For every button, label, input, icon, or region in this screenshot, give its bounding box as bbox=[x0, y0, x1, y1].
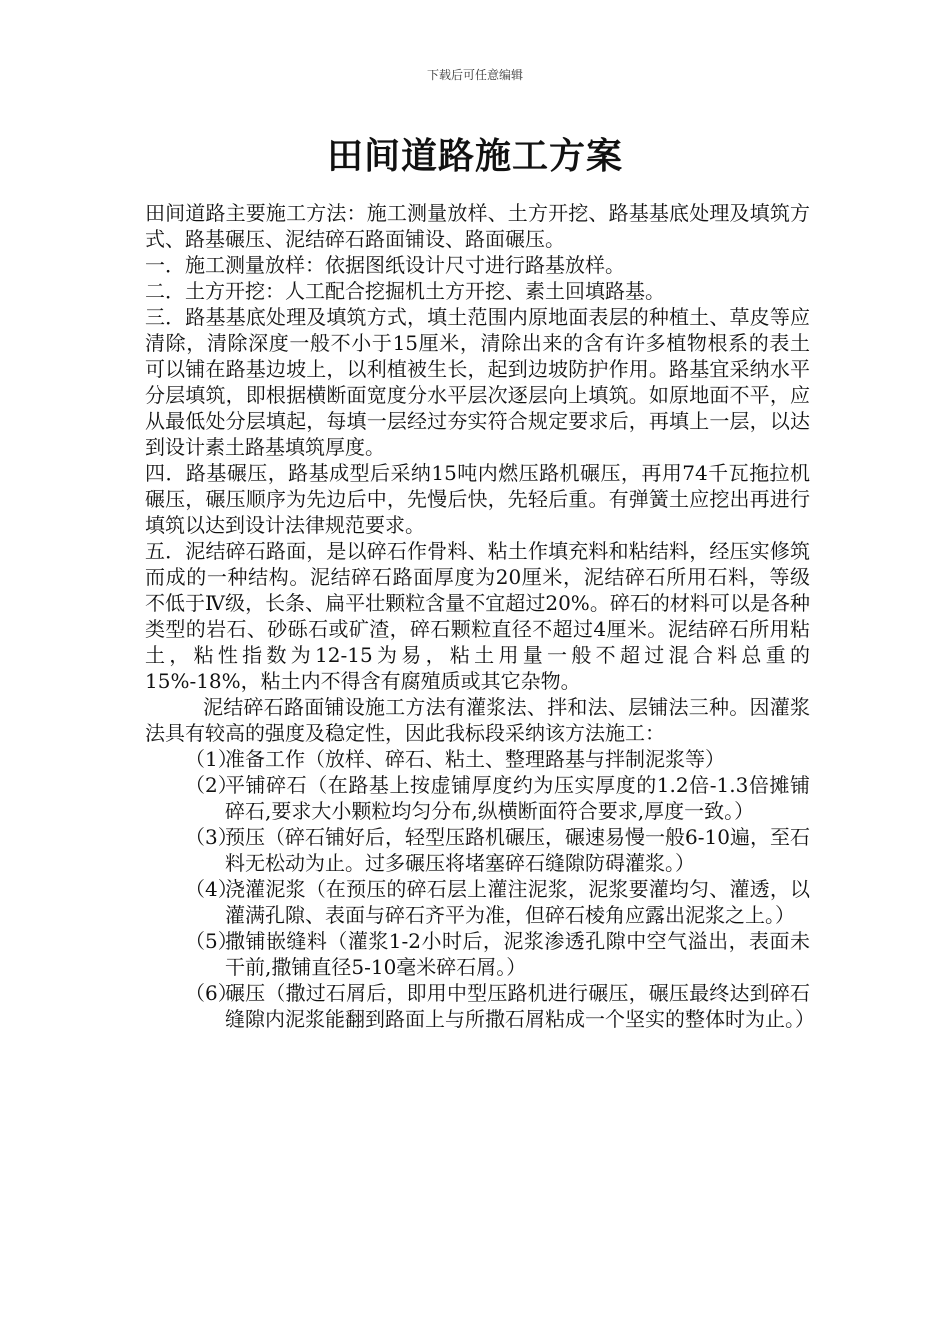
document-body bbox=[145, 200, 815, 1032]
intro-paragraph: 田间道路主要施工方法：施工测量放样、土方开挖、路基基底处理及填筑方式、路基碾压、泥结碎石路面铺设、路面碾压。 bbox=[145, 201, 810, 251]
section-subgrade-rolling: 四．路基碾压，路基成型后采纳15吨内燃压路机碾压，再用74千瓦拖拉机碾压，碾压顺序为先边后中，先慢后快，先轻后重。有弹簧土应挖出再进行填筑以达到设计法律规范要求。 bbox=[145, 461, 810, 537]
section-excavation: 二．土方开挖：人工配合挖掘机土方开挖、素土回填路基。 bbox=[145, 279, 665, 303]
step-item bbox=[145, 772, 810, 824]
step-item bbox=[145, 824, 810, 876]
step-number: （4） bbox=[185, 877, 238, 901]
step-item bbox=[145, 876, 810, 928]
step-number: （3） bbox=[185, 825, 238, 849]
step-text: 浇灌泥浆（在预压的碎石层上灌注泥浆，泥浆要灌均匀、灌透，以灌满孔隙、表面与碎石齐平为准，但碎石棱角应露出泥浆之上。） bbox=[225, 877, 810, 927]
step-text: 撒铺嵌缝料（灌浆1-2小时后，泥浆渗透孔隙中空气溢出，表面未干前,撒铺直径5-10毫米碎石屑。） bbox=[225, 929, 810, 979]
page-header: 下载后可任意编辑 bbox=[426, 68, 523, 82]
step-number: （2） bbox=[185, 773, 238, 797]
step-text: 碾压（撒过石屑后，即用中型压路机进行碾压，碾压最终达到碎石缝隙内泥浆能翻到路面上与所撒石屑粘成一个坚实的整体时为止。） bbox=[225, 981, 815, 1031]
section-survey: 一．施工测量放样：依据图纸设计尺寸进行路基放样。 bbox=[145, 253, 625, 277]
step-item bbox=[145, 746, 810, 772]
step-item bbox=[145, 980, 815, 1032]
method-intro: 泥结碎石路面铺设施工方法有灌浆法、拌和法、层铺法三种。因灌浆法具有较高的强度及稳定性，因此我标段采纳该方法施工： bbox=[145, 695, 810, 745]
step-number: （1） bbox=[185, 747, 238, 771]
section-macadam-pavement: 五．泥结碎石路面，是以碎石作骨料、粘土作填充料和粘结料，经压实修筑而成的一种结构。泥结碎石路面厚度为20厘米，泥结碎石所用石料，等级不低于Ⅳ级，长条、扁平壮颗粒含量不宜超过20%。碎石的材料可以是各种类型的岩石、砂砾石或矿渣，碎石颗粒直径不超过4厘米。泥结碎石所用粘土，粘性指数为12-15为易，粘土用量一般不超过混合料总重的15%-18%，粘土内不得含有腐殖质或其它杂物。 bbox=[145, 539, 810, 693]
step-text: 准备工作（放样、碎石、粘土、整理路基与拌制泥浆等） bbox=[225, 747, 725, 771]
step-text: 平铺碎石（在路基上按虚铺厚度约为压实厚度的1.2倍-1.3倍摊铺碎石,要求大小颗粒均匀分布,纵横断面符合要求,厚度一致。） bbox=[225, 773, 810, 823]
document-title: 田间道路施工方案 bbox=[326, 135, 623, 177]
step-number: （6） bbox=[185, 981, 238, 1005]
step-number: （5） bbox=[185, 929, 238, 953]
step-item bbox=[145, 928, 810, 980]
section-subgrade-treatment: 三．路基基底处理及填筑方式，填土范围内原地面表层的种植土、草皮等应清除，清除深度一般不小于15厘米，清除出来的含有许多植物根系的表土可以铺在路基边坡上，以利植被生长，起到边坡防护作用。路基宜采纳水平分层填筑，即根据横断面宽度分水平层次逐层向上填筑。如原地面不平，应从最低处分层填起，每填一层经过夯实符合规定要求后，再填上一层，以达到设计素土路基填筑厚度。 bbox=[145, 305, 810, 459]
step-text: 预压（碎石铺好后，轻型压路机碾压，碾速易慢一般6-10遍，至石料无松动为止。过多碾压将堵塞碎石缝隙防碍灌浆。） bbox=[225, 825, 810, 875]
